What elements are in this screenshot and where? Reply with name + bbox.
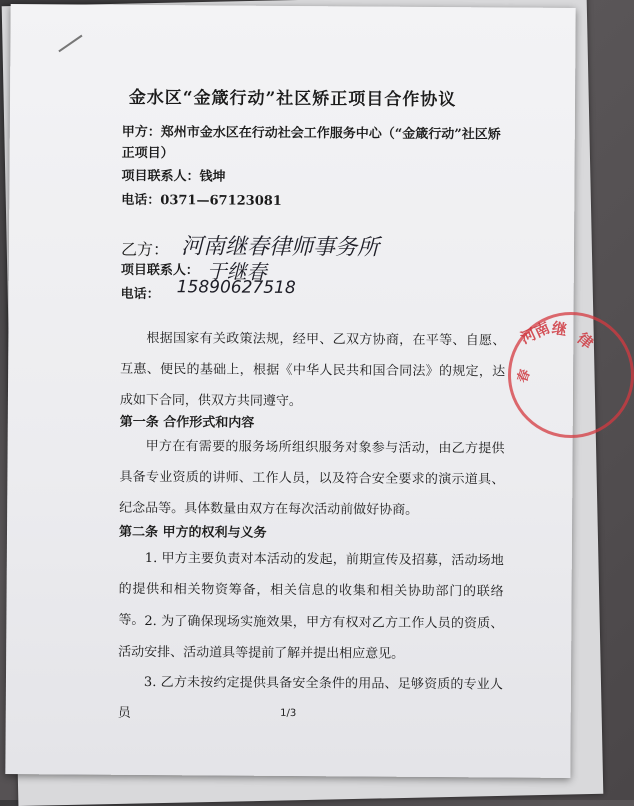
- pen-mark: [58, 35, 82, 53]
- page-number: 1/3: [280, 707, 297, 720]
- party-b-name-handwritten: 河南继春律师事务所: [180, 234, 380, 261]
- party-b-label: 乙方：: [120, 239, 170, 260]
- article1-body: 甲方在有需要的服务场所组织服务对象参与活动，由乙方提供具备专业资质的讲师、工作人员，以及符合安全要求的演示道具、纪念品等。具体数量由双方在每次活动前做好协商。: [119, 438, 505, 518]
- article2-item1: 1. 甲方主要负责对本活动的发起，前期宣传及招募，活动场地的提供和相关物资筹备，相关信息的收集和相关协助部门的联络等。: [118, 550, 504, 628]
- party-b-contact-label: 项目联系人：: [120, 262, 199, 279]
- article2-item2: 2. 为了确保现场实施效果，甲方有权对乙方工作人员的资质、活动安排、活动道具等提前了解并提出相应意见。: [118, 613, 504, 662]
- article1-heading: 第一条 合作形式和内容: [119, 414, 255, 431]
- seal-text: 继: [550, 318, 569, 340]
- seal-text: 春: [515, 367, 534, 385]
- party-a-phone: 电话：0371—67123081: [121, 192, 282, 209]
- party-b-phone-handwritten: 15890627518: [176, 277, 296, 299]
- seal-text: 河南: [517, 318, 553, 348]
- party-b-contact-handwritten: 于继春: [206, 259, 267, 284]
- party-a-line1: 甲方：郑州市金水区在行动社会工作服务中心（“金箴行动”社区矫: [121, 124, 501, 143]
- article2-item3: 3. 乙方未按约定提供具备安全条件的用品、足够资质的专业人员: [117, 674, 504, 721]
- document-title: 金水区“金箴行动”社区矫正项目合作协议: [128, 87, 457, 111]
- party-b-phone-label: 电话：: [120, 286, 160, 303]
- document-page: [5, 4, 575, 778]
- party-a-contact: 项目联系人：钱坤: [121, 168, 226, 185]
- intro-paragraph: 根据国家有关政策法规，经甲、乙双方协商，在平等、自愿、互惠、便民的基础上，根据《中华人民共和国合同法》的规定，达成如下合同，供双方共同遵守。: [119, 330, 506, 410]
- seal-text: 律: [573, 329, 597, 353]
- article2-heading: 第二条 甲方的权利与义务: [118, 524, 267, 541]
- party-a-line2: 正项目）: [121, 145, 174, 162]
